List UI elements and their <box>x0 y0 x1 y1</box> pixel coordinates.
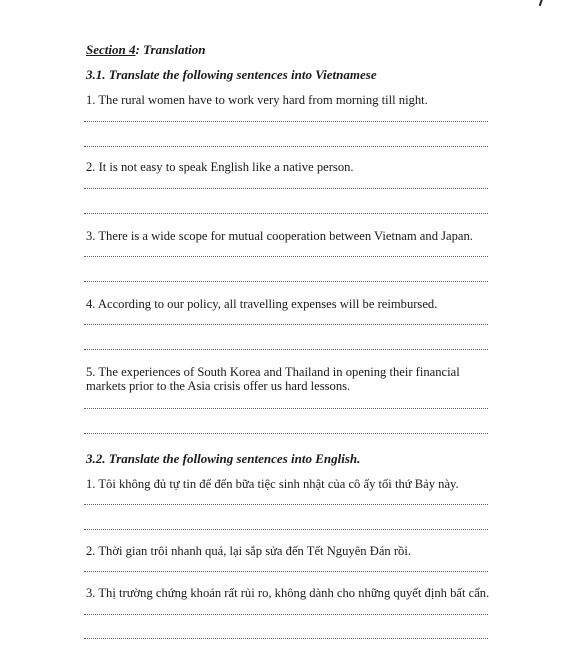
answer-line[interactable] <box>84 431 488 434</box>
part1-question-4: 4. According to our policy, all travelling expenses will be reimbursed. <box>86 297 438 311</box>
answer-line[interactable] <box>84 119 488 122</box>
answer-line[interactable] <box>84 254 488 257</box>
answer-line[interactable] <box>84 322 488 325</box>
section-title <box>86 42 205 58</box>
answer-line[interactable] <box>84 347 488 350</box>
part2-question-2: 2. Thời gian trôi nhanh quá, lại sắp sửa đến Tết Nguyên Đán rồi. <box>86 544 411 558</box>
answer-line[interactable] <box>84 211 488 214</box>
answer-line[interactable] <box>84 186 488 189</box>
answer-line[interactable] <box>84 502 488 505</box>
answer-line[interactable] <box>84 527 488 530</box>
answer-line[interactable] <box>84 279 488 282</box>
part1-question-5: 5. The experiences of South Korea and Thailand in opening their financial markets prior to the Asia crisis offer us hard lessons. <box>86 365 460 393</box>
part1-question-2: 2. It is not easy to speak English like a native person. <box>86 160 354 174</box>
answer-line[interactable] <box>84 569 488 572</box>
answer-line[interactable] <box>84 612 488 615</box>
part2-question-3: 3. Thị trường chứng khoán rất rủi ro, không dành cho những quyết định bất cẩn. <box>86 586 490 600</box>
part2-question-1: 1. Tôi không đủ tự tin để đến bữa tiệc sinh nhật của cô ấy tối thứ Bảy này. <box>86 477 459 491</box>
part1-question-1: 1. The rural women have to work very hard from morning till night. <box>86 93 428 107</box>
answer-line[interactable] <box>84 636 488 639</box>
section-title-rest: : Translation <box>135 42 206 57</box>
part1-heading: 3.1. Translate the following sentences into Vietnamese <box>86 67 377 82</box>
part1-question-3: 3. There is a wide scope for mutual cooperation between Vietnam and Japan. <box>86 229 473 243</box>
answer-line[interactable] <box>84 406 488 409</box>
corner-pen-mark <box>539 0 543 6</box>
part2-heading: 3.2. Translate the following sentences into English. <box>86 451 361 466</box>
section-label: Section 4 <box>86 42 136 57</box>
answer-line[interactable] <box>84 144 488 147</box>
